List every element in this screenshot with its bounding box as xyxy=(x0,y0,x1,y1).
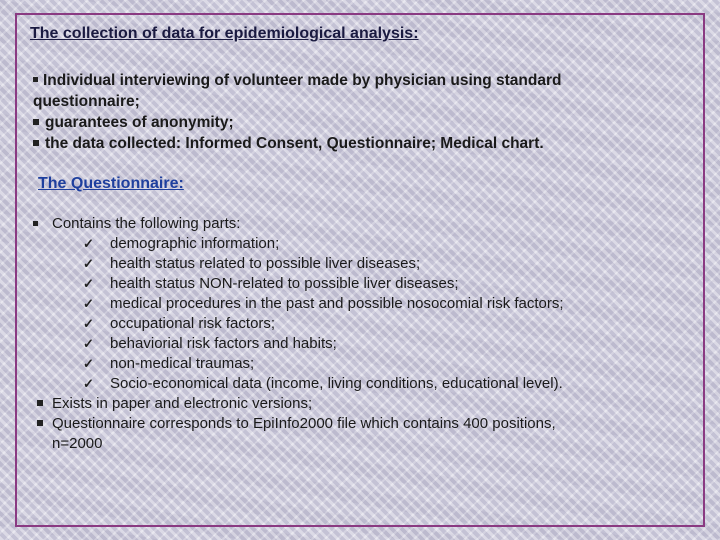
heading-data-collection: The collection of data for epidemiological analysis: xyxy=(30,25,419,42)
part-item xyxy=(33,354,703,374)
bullet-interviewing-cont: questionnaire; xyxy=(33,93,140,110)
bullet-data-collected xyxy=(33,133,693,154)
part-text: non-medical traumas; xyxy=(110,355,255,372)
square-bullet-icon xyxy=(37,420,43,426)
bullet-anonymity xyxy=(33,112,693,133)
questionnaire-list xyxy=(33,214,703,454)
square-bullet-icon xyxy=(33,119,39,125)
checkmark-icon: ✓ xyxy=(83,236,94,251)
bullet-interviewing xyxy=(33,70,693,91)
part-item xyxy=(33,374,703,394)
part-text: behaviorial risk factors and habits; xyxy=(110,335,337,352)
checkmark-icon: ✓ xyxy=(83,256,94,271)
bullet-text: Individual interviewing of volunteer made by physician using standard xyxy=(43,72,562,89)
square-bullet-icon xyxy=(33,221,38,226)
bullet-versions xyxy=(33,394,703,414)
part-item xyxy=(33,334,703,354)
bullet-epiinfo-cont: n=2000 xyxy=(52,435,103,452)
part-text: Socio-economical data (income, living conditions, educational level). xyxy=(110,375,563,392)
checkmark-icon: ✓ xyxy=(83,336,94,351)
square-bullet-icon xyxy=(37,400,43,406)
part-text: health status NON-related to possible liver diseases; xyxy=(110,275,459,292)
checkmark-icon: ✓ xyxy=(83,316,94,331)
part-text: health status related to possible liver diseases; xyxy=(110,255,421,272)
checkmark-icon: ✓ xyxy=(83,356,94,371)
part-item xyxy=(33,314,703,334)
part-text: demographic information; xyxy=(110,235,280,252)
heading-questionnaire: The Questionnaire: xyxy=(38,175,184,192)
bullet-contains-parts xyxy=(33,214,703,234)
bullet-text: Exists in paper and electronic versions; xyxy=(52,395,313,412)
data-collection-list xyxy=(33,70,693,154)
part-item xyxy=(33,254,703,274)
bullet-text: the data collected: Informed Consent, Questionnaire; Medical chart. xyxy=(45,135,544,152)
square-bullet-icon xyxy=(33,140,39,146)
part-text: occupational risk factors; xyxy=(110,315,276,332)
checkmark-icon: ✓ xyxy=(83,296,94,311)
bullet-text: Questionnaire corresponds to EpiInfo2000 file which contains 400 positions, xyxy=(52,415,556,432)
part-item xyxy=(33,234,703,254)
square-bullet-icon xyxy=(33,77,38,82)
part-item xyxy=(33,294,703,314)
bullet-epiinfo xyxy=(33,414,703,434)
part-text: medical procedures in the past and possible nosocomial risk factors; xyxy=(110,295,564,312)
bullet-text: guarantees of anonymity; xyxy=(45,114,234,131)
checkmark-icon: ✓ xyxy=(83,276,94,291)
checkmark-icon: ✓ xyxy=(83,376,94,391)
bullet-text: Contains the following parts: xyxy=(52,215,241,232)
part-item xyxy=(33,274,703,294)
